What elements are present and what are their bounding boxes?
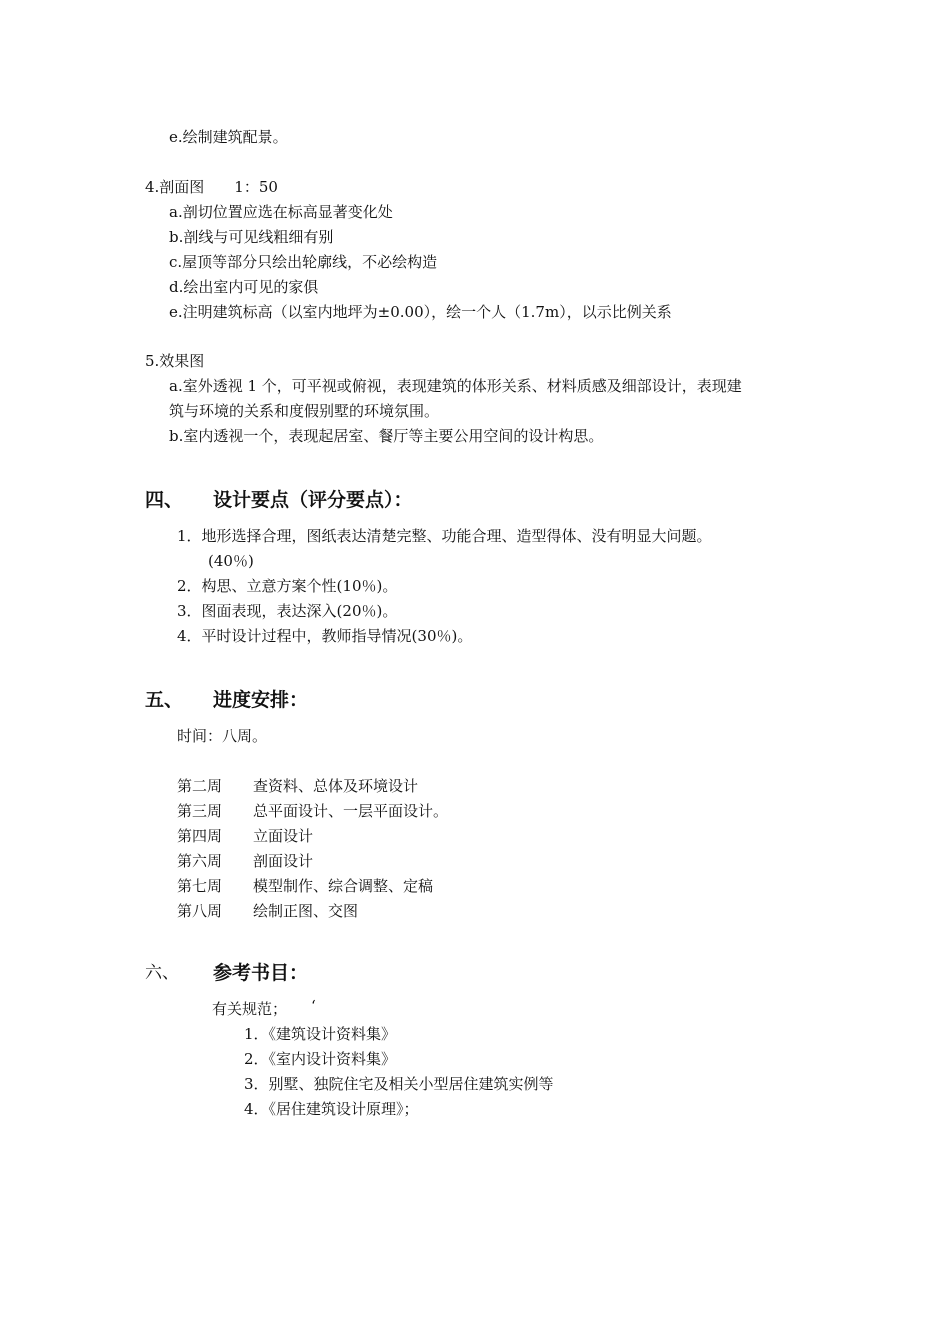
schedule-task: 立面设计: [253, 827, 314, 845]
section5-heading: [145, 688, 445, 712]
schedule-week: 第七周: [177, 877, 223, 895]
section6-title: 参考书目：: [213, 962, 309, 984]
schedule-row: [177, 826, 577, 846]
schedule-week: 第六周: [177, 852, 223, 870]
criteria-item-4: 4．平时设计过程中，教师指导情况(30％)。: [177, 627, 473, 645]
schedule-task: 模型制作、综合调整、定稿: [253, 877, 434, 895]
section-item-b: b.剖线与可见线粗细有别: [169, 228, 334, 246]
schedule-row: [177, 901, 577, 921]
criteria-item-2: 2．构思、立意方案个性(10％)。: [177, 577, 398, 595]
section-item-d: d.绘出室内可见的家俱: [169, 278, 319, 296]
criteria-item-3: 3．图面表现，表达深入(20％)。: [177, 602, 398, 620]
reference-item-2: 2．《室内设计资料集》: [244, 1050, 397, 1068]
reference-item-4: 4．《居住建筑设计原理》；: [244, 1100, 419, 1118]
reference-item-3: 3．别墅、独院住宅及相关小型居住建筑实例等: [244, 1075, 554, 1093]
section-item-c: c.屋顶等部分只绘出轮廓线，不必绘构造: [169, 253, 438, 271]
schedule-row: [177, 801, 577, 821]
schedule-row: [177, 876, 577, 896]
schedule-time: 时间：八周。: [177, 727, 268, 745]
section-item-e: e.注明建筑标高（以室内地坪为±0.00），绘一个人（1.7m），以示比例关系: [169, 303, 672, 321]
schedule-task: 总平面设计、一层平面设计。: [253, 802, 449, 820]
render-item-a-line1: a.室外透视 1 个，可平视或俯视，表现建筑的体形关系、材料质感及细部设计，表现建: [169, 377, 742, 395]
render-item-a-line2: 筑与环境的关系和度假别墅的环境氛围。: [169, 402, 440, 420]
section4-heading: [145, 488, 545, 512]
schedule-task: 剖面设计: [253, 852, 314, 870]
render-title: 5.效果图: [145, 352, 205, 370]
schedule-row: [177, 776, 577, 796]
render-item-b: b.室内透视一个，表现起居室、餐厅等主要公用空间的设计构思。: [169, 427, 604, 445]
section4-title: 设计要点（评分要点）：: [213, 489, 413, 511]
elevation-item-e: e.绘制建筑配景。: [169, 128, 288, 146]
schedule-row: [177, 851, 577, 871]
schedule-week: 第八周: [177, 902, 223, 920]
section-item-a: a.剖切位置应选在标高显著变化处: [169, 203, 393, 221]
stray-mark: ‘: [311, 997, 316, 1015]
section6-heading: [145, 961, 445, 985]
section5-title: 进度安排：: [213, 689, 309, 711]
section-drawing-title: 4.剖面图 1：50: [145, 178, 278, 196]
section4-number: 四、: [145, 489, 184, 511]
references-intro: 有关规范；: [212, 1000, 288, 1018]
section5-number: 五、: [145, 689, 184, 711]
schedule-week: 第三周: [177, 802, 223, 820]
section6-number: 六、: [145, 963, 179, 983]
criteria-item-1-line1: 1．地形选择合理，图纸表达清楚完整、功能合理、造型得体、没有明显大问题。: [177, 527, 712, 545]
reference-item-1: 1．《建筑设计资料集》: [244, 1025, 397, 1043]
schedule-task: 查资料、总体及环境设计: [253, 777, 419, 795]
schedule-task: 绘制正图、交图: [253, 902, 359, 920]
schedule-week: 第二周: [177, 777, 223, 795]
criteria-item-1-line2: (40％): [208, 552, 254, 570]
schedule-week: 第四周: [177, 827, 223, 845]
